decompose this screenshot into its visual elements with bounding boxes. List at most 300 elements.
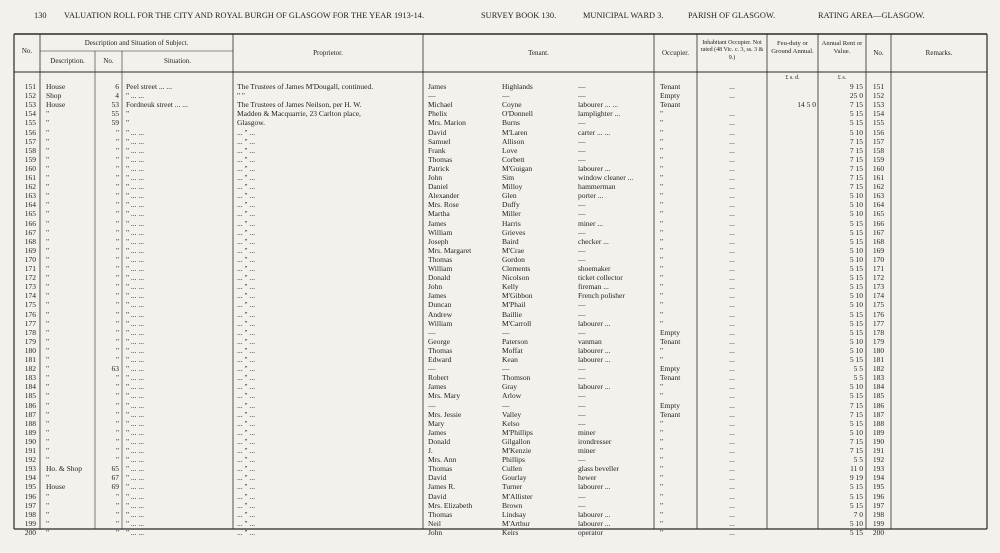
row-number: 164 xyxy=(24,200,36,210)
row-number: 177 xyxy=(24,318,36,328)
occupier-status: " xyxy=(660,464,664,474)
occupier-status: Tenant xyxy=(660,336,681,346)
occupation: miner xyxy=(578,427,596,437)
table-row xyxy=(0,501,1000,510)
tenant-surname: M'Phail xyxy=(502,300,526,310)
tenant-first-name: Duncan xyxy=(428,300,452,310)
annual-rent: 5 10 xyxy=(849,300,863,310)
description: " xyxy=(46,446,50,455)
tenant-surname: M'Allister xyxy=(502,491,533,501)
table-row xyxy=(0,528,1000,537)
row-number-right: 190 xyxy=(872,436,885,446)
row-number-right: 178 xyxy=(872,327,885,337)
occupation: checker ... xyxy=(578,236,609,246)
house-number: " xyxy=(115,391,119,401)
tenant-surname: Turner xyxy=(502,482,523,492)
row-number: 152 xyxy=(24,91,36,101)
description: " xyxy=(46,154,50,164)
row-number: 168 xyxy=(24,236,36,246)
house-number: 53 xyxy=(111,100,119,110)
annual-rent: 7 15 xyxy=(849,100,863,110)
inhabitant-occupier: ... xyxy=(729,245,735,255)
table-row xyxy=(0,473,1000,482)
occupier-status: " xyxy=(660,273,664,283)
house-number: " xyxy=(115,145,119,155)
inhabitant-occupier: ... xyxy=(729,482,735,492)
proprietor: ... " ... xyxy=(237,318,256,328)
tenant-first-name: David xyxy=(428,491,447,501)
row-number: 172 xyxy=(24,273,36,283)
occupier-status: Empty xyxy=(660,364,680,374)
description: " xyxy=(46,391,50,401)
tenant-surname: — xyxy=(502,400,510,410)
table-row xyxy=(0,209,1000,218)
col-remarks-header: Remarks. xyxy=(925,49,953,57)
row-number-right: 160 xyxy=(872,163,885,173)
house-number: " xyxy=(115,309,119,319)
occupier-status: " xyxy=(660,518,664,528)
annual-rent: 5 10 xyxy=(849,382,863,392)
occupation: carter ... ... xyxy=(578,127,611,137)
table-row xyxy=(0,264,1000,273)
proprietor: ... " ... xyxy=(237,500,256,510)
tenant-surname: M'Arthur xyxy=(502,518,531,528)
situation: " ... ... xyxy=(126,273,145,283)
occupation: — xyxy=(578,418,586,428)
row-number-right: 183 xyxy=(872,373,885,383)
occupation: — xyxy=(578,364,586,374)
situation: " ... ... xyxy=(126,209,145,219)
description: House xyxy=(46,482,66,492)
situation: " ... ... xyxy=(126,173,145,182)
tenant-first-name: — xyxy=(428,364,436,374)
tenant-first-name: David xyxy=(428,473,447,483)
occupier-status: " xyxy=(660,436,664,446)
tenant-first-name: Donald xyxy=(428,436,451,446)
table-row xyxy=(0,464,1000,473)
tenant-first-name: Mrs. Mary xyxy=(428,391,461,401)
situation: Fordneuk street ... ... xyxy=(126,100,188,110)
description: House xyxy=(46,100,66,110)
row-number: 198 xyxy=(24,509,36,519)
inhabitant-occupier: ... xyxy=(729,300,735,310)
tenant-surname: Lindsay xyxy=(502,509,527,519)
table-row xyxy=(0,291,1000,300)
tenant-first-name: Mrs. Margaret xyxy=(428,245,472,255)
row-number-right: 152 xyxy=(872,91,885,101)
tenant-first-name: Thomas xyxy=(428,464,453,474)
proprietor: ... " ... xyxy=(237,527,256,537)
situation: " ... ... xyxy=(126,127,145,137)
table-row xyxy=(0,282,1000,291)
occupier-status: " xyxy=(660,355,664,364)
tenant-first-name: Mary xyxy=(428,418,445,428)
description: " xyxy=(46,500,50,510)
inhabitant-occupier: ... xyxy=(729,436,735,446)
tenant-first-name: James xyxy=(428,82,447,91)
tenant-surname: Allison xyxy=(502,136,525,146)
row-number-right: 188 xyxy=(872,418,885,428)
row-number-right: 159 xyxy=(872,154,885,164)
proprietor: ... " ... xyxy=(237,154,256,164)
situation: " ... ... xyxy=(126,518,145,528)
tenant-surname: Phillips xyxy=(502,455,525,465)
row-number-right: 184 xyxy=(872,382,885,392)
situation: " ... ... xyxy=(126,373,145,383)
situation: " ... ... xyxy=(126,191,145,201)
house-number: " xyxy=(115,373,119,383)
situation: " ... ... xyxy=(126,382,145,392)
occupier-status: " xyxy=(660,282,664,292)
tenant-surname: M'Guigan xyxy=(502,163,533,173)
tenant-first-name: J. xyxy=(428,446,433,455)
tenant-first-name: Thomas xyxy=(428,345,453,355)
inhabitant-occupier: ... xyxy=(729,527,735,537)
description: " xyxy=(46,109,50,119)
tenant-first-name: James xyxy=(428,382,447,392)
tenant-surname: Thomson xyxy=(502,373,531,383)
inhabitant-occupier: ... xyxy=(729,200,735,210)
occupier-status: " xyxy=(660,300,664,310)
occupier-status: " xyxy=(660,227,664,237)
row-number: 195 xyxy=(24,482,36,492)
proprietor: ... " ... xyxy=(237,418,256,428)
situation: " xyxy=(126,109,130,119)
occupier-status: " xyxy=(660,127,664,137)
occupation: hammerman xyxy=(578,182,616,192)
situation: " ... ... xyxy=(126,309,145,319)
annual-rent: 5 15 xyxy=(849,482,863,492)
tenant-first-name: Mrs. Rose xyxy=(428,200,459,210)
occupier-status: Empty xyxy=(660,91,680,101)
tenant-first-name: George xyxy=(428,336,450,346)
occupation: — xyxy=(578,227,586,237)
description: Shop xyxy=(46,91,62,101)
description: " xyxy=(46,409,50,419)
table-row xyxy=(0,109,1000,118)
table-row xyxy=(0,219,1000,228)
situation: " ... ... xyxy=(126,455,145,465)
occupier-status: " xyxy=(660,418,664,428)
occupation: irondresser xyxy=(578,436,612,446)
annual-rent: 5 10 xyxy=(849,518,863,528)
annual-rent: 7 15 xyxy=(849,446,863,455)
annual-rent: 5 10 xyxy=(849,254,863,264)
description: " xyxy=(46,309,50,319)
occupation: — xyxy=(578,154,586,164)
row-number: 159 xyxy=(24,154,36,164)
col-inhabitant-header: Inhabitant Occupier. Not rated (48 Vic. c. 3, ss. 3 & 9.) xyxy=(700,40,764,61)
row-number: 179 xyxy=(24,336,36,346)
table-row xyxy=(0,355,1000,364)
occupation: hewer xyxy=(578,473,597,483)
row-number-right: 171 xyxy=(872,264,885,273)
occupier-status: " xyxy=(660,382,664,392)
row-number: 154 xyxy=(24,109,36,119)
row-number: 194 xyxy=(24,473,36,483)
house-number: 63 xyxy=(111,364,119,374)
tenant-surname: Brown xyxy=(502,500,523,510)
inhabitant-occupier: ... xyxy=(729,173,735,182)
proprietor: ... " ... xyxy=(237,482,256,492)
inhabitant-occupier: ... xyxy=(729,163,735,173)
tenant-first-name: Donald xyxy=(428,273,451,283)
row-number: 165 xyxy=(24,209,36,219)
description: " xyxy=(46,227,50,237)
occupier-status: " xyxy=(660,473,664,483)
inhabitant-occupier: ... xyxy=(729,355,735,364)
annual-rent: 5 15 xyxy=(849,264,863,273)
col-situation-header: Situation. xyxy=(163,57,192,65)
proprietor: ... " ... xyxy=(237,382,256,392)
proprietor: ... " ... xyxy=(237,509,256,519)
inhabitant-occupier: ... xyxy=(729,455,735,465)
tenant-surname: O'Donnell xyxy=(502,109,533,119)
tenant-surname: Highlands xyxy=(502,82,533,91)
tenant-first-name: Andrew xyxy=(428,309,453,319)
tenant-first-name: James R. xyxy=(428,482,456,492)
annual-rent: 7 15 xyxy=(849,173,863,182)
tenant-surname: Glen xyxy=(502,191,517,201)
col-no-header: No. xyxy=(21,47,33,55)
row-number-right: 163 xyxy=(872,191,885,201)
row-number: 197 xyxy=(24,500,36,510)
proprietor: ... " ... xyxy=(237,345,256,355)
description: House xyxy=(46,82,66,91)
proprietor: ... " ... xyxy=(237,355,256,364)
occupier-status: " xyxy=(660,264,664,273)
proprietor: ... " ... xyxy=(237,336,256,346)
house-number: 65 xyxy=(111,464,119,474)
annual-rent: 5 10 xyxy=(849,191,863,201)
occupier-status: " xyxy=(660,345,664,355)
annual-rent: 5 15 xyxy=(849,327,863,337)
annual-rent: 7 15 xyxy=(849,154,863,164)
inhabitant-occupier: ... xyxy=(729,109,735,119)
tenant-surname: Baillie xyxy=(502,309,522,319)
row-number-right: 162 xyxy=(872,182,885,192)
description: " xyxy=(46,200,50,210)
row-number-right: 164 xyxy=(872,200,885,210)
proprietor: ... " ... xyxy=(237,464,256,474)
tenant-surname: Cullen xyxy=(502,464,522,474)
occupation: — xyxy=(578,136,586,146)
tenant-first-name: Samuel xyxy=(428,136,451,146)
row-number: 158 xyxy=(24,145,36,155)
occupier-status: " xyxy=(660,118,664,128)
house-number: " xyxy=(115,227,119,237)
table-row xyxy=(0,100,1000,109)
row-number: 156 xyxy=(24,127,36,137)
house-number: " xyxy=(115,518,119,528)
tenant-surname: Gordon xyxy=(502,254,525,264)
row-number: 175 xyxy=(24,300,36,310)
parish: PARISH OF GLASGOW. xyxy=(688,11,776,20)
situation: " ... ... xyxy=(126,409,145,419)
row-number: 190 xyxy=(24,436,36,446)
house-number: " xyxy=(115,427,119,437)
annual-rent: 5 10 xyxy=(849,200,863,210)
occupier-status: Empty xyxy=(660,400,680,410)
occupation: labourer ... xyxy=(578,382,611,392)
occupier-status: " xyxy=(660,218,664,228)
description: " xyxy=(46,436,50,446)
description: " xyxy=(46,273,50,283)
occupation: vanman xyxy=(578,336,602,346)
row-number: 161 xyxy=(24,173,36,182)
house-number: " xyxy=(115,127,119,137)
tenant-first-name: Phelix xyxy=(428,109,448,119)
row-number: 166 xyxy=(24,218,36,228)
proprietor: ... " ... xyxy=(237,309,256,319)
proprietor: ... " ... xyxy=(237,446,256,455)
proprietor: ... " ... xyxy=(237,209,256,219)
description: " xyxy=(46,382,50,392)
row-number: 162 xyxy=(24,182,36,192)
tenant-surname: Harris xyxy=(502,218,521,228)
col-feu-header: Feu-duty or Ground Annual. xyxy=(771,40,814,56)
proprietor: ... " ... xyxy=(237,409,256,419)
house-number: " xyxy=(115,200,119,210)
house-number: " xyxy=(115,345,119,355)
row-number-right: 189 xyxy=(872,427,885,437)
annual-rent: 5 15 xyxy=(849,391,863,401)
tenant-first-name: Mrs. Elizabeth xyxy=(428,500,473,510)
table-row xyxy=(0,328,1000,337)
annual-rent: 7 15 xyxy=(849,163,863,173)
table-row xyxy=(0,155,1000,164)
description: " xyxy=(46,282,50,292)
page-number: 130 xyxy=(34,11,47,20)
situation: " ... ... xyxy=(126,391,145,401)
tenant-first-name: Frank xyxy=(428,145,446,155)
row-number-right: 158 xyxy=(872,145,885,155)
inhabitant-occupier: ... xyxy=(729,209,735,219)
tenant-first-name: Mrs. Jessie xyxy=(428,409,462,419)
table-row xyxy=(0,200,1000,209)
occupier-status: Tenant xyxy=(660,373,681,383)
occupation: — xyxy=(578,309,586,319)
annual-rent: 5 10 xyxy=(849,209,863,219)
house-number: " xyxy=(115,327,119,337)
description: " xyxy=(46,527,50,537)
description: " xyxy=(46,191,50,201)
occupier-status: Tenant xyxy=(660,409,681,419)
house-number: " xyxy=(115,527,119,537)
inhabitant-occupier: ... xyxy=(729,91,735,101)
house-number: " xyxy=(115,382,119,392)
row-number: 196 xyxy=(24,491,36,501)
row-number: 191 xyxy=(24,446,36,455)
col-description-header: Description. xyxy=(50,57,85,65)
proprietor: ... " ... xyxy=(237,182,256,192)
tenant-surname: Burns xyxy=(502,118,520,128)
annual-rent: 5 15 xyxy=(849,109,863,119)
row-number: 160 xyxy=(24,163,36,173)
situation: " ... ... xyxy=(126,236,145,246)
row-number: 188 xyxy=(24,418,36,428)
annual-rent: 25 0 xyxy=(849,91,863,101)
annual-rent: 9 15 xyxy=(849,82,863,91)
tenant-surname: Arlow xyxy=(502,391,522,401)
proprietor: ... " ... xyxy=(237,173,256,182)
row-number-right: 165 xyxy=(872,209,885,219)
occupation: labourer ... xyxy=(578,518,611,528)
municipal-ward: MUNICIPAL WARD 3. xyxy=(583,11,664,20)
occupier-status: " xyxy=(660,491,664,501)
annual-rent: 7 15 xyxy=(849,436,863,446)
proprietor: ... " ... xyxy=(237,245,256,255)
table-row xyxy=(0,364,1000,373)
col-number-header: No. xyxy=(103,57,114,65)
occupation: labourer ... xyxy=(578,318,611,328)
annual-rent: 7 0 xyxy=(853,509,863,519)
house-number: " xyxy=(115,300,119,310)
house-number: " xyxy=(115,291,119,301)
tenant-first-name: — xyxy=(428,91,436,101)
situation: " ... ... xyxy=(126,355,145,364)
occupation: labourer ... ... xyxy=(578,100,618,110)
occupier-status: " xyxy=(660,254,664,264)
occupier-status: Empty xyxy=(660,327,680,337)
row-number-right: 156 xyxy=(872,127,885,137)
proprietor: ... " ... xyxy=(237,327,256,337)
row-number-right: 167 xyxy=(872,227,885,237)
annual-rent: 5 15 xyxy=(849,273,863,283)
annual-rent: 11 0 xyxy=(850,464,863,474)
proprietor: ... " ... xyxy=(237,264,256,273)
house-number: " xyxy=(115,500,119,510)
roll-title: VALUATION ROLL FOR THE CITY AND ROYAL BURGH OF GLASGOW FOR THE YEAR 1913-14. xyxy=(64,11,425,20)
tenant-first-name: William xyxy=(428,264,453,273)
row-number-right: 168 xyxy=(872,236,885,246)
description: " xyxy=(46,291,50,301)
description: " xyxy=(46,136,50,146)
inhabitant-occupier: ... xyxy=(729,446,735,455)
occupation: — xyxy=(578,145,586,155)
situation: " ... ... xyxy=(126,418,145,428)
inhabitant-occupier: ... xyxy=(729,400,735,410)
occupation: — xyxy=(578,409,586,419)
situation: " ... ... xyxy=(126,182,145,192)
description: Ho. & Shop xyxy=(46,464,83,474)
proprietor: The Trustees of James M'Dougall, continued. xyxy=(237,82,374,91)
proprietor: ... " ... xyxy=(237,273,256,283)
table-row xyxy=(0,410,1000,419)
tenant-surname: Coyne xyxy=(502,100,522,110)
table-row xyxy=(0,510,1000,519)
house-number: " xyxy=(115,318,119,328)
annual-rent: 5 15 xyxy=(849,318,863,328)
tenant-surname: Milloy xyxy=(502,182,523,192)
occupier-status: " xyxy=(660,136,664,146)
inhabitant-occupier: ... xyxy=(729,318,735,328)
inhabitant-occupier: ... xyxy=(729,236,735,246)
description: " xyxy=(46,173,50,182)
tenant-surname: Grieves xyxy=(502,227,526,237)
occupation: — xyxy=(578,391,586,401)
house-number: " xyxy=(115,455,119,465)
tenant-first-name: Edward xyxy=(428,355,452,364)
table-row xyxy=(0,118,1000,127)
situation: " ... ... xyxy=(126,482,145,492)
feu-duty: 14 5 0 xyxy=(797,100,816,110)
inhabitant-occupier: ... xyxy=(729,500,735,510)
occupier-status: " xyxy=(660,145,664,155)
annual-rent: 5 15 xyxy=(849,118,863,128)
annual-rent: 5 15 xyxy=(849,236,863,246)
occupation: shoemaker xyxy=(578,264,611,273)
